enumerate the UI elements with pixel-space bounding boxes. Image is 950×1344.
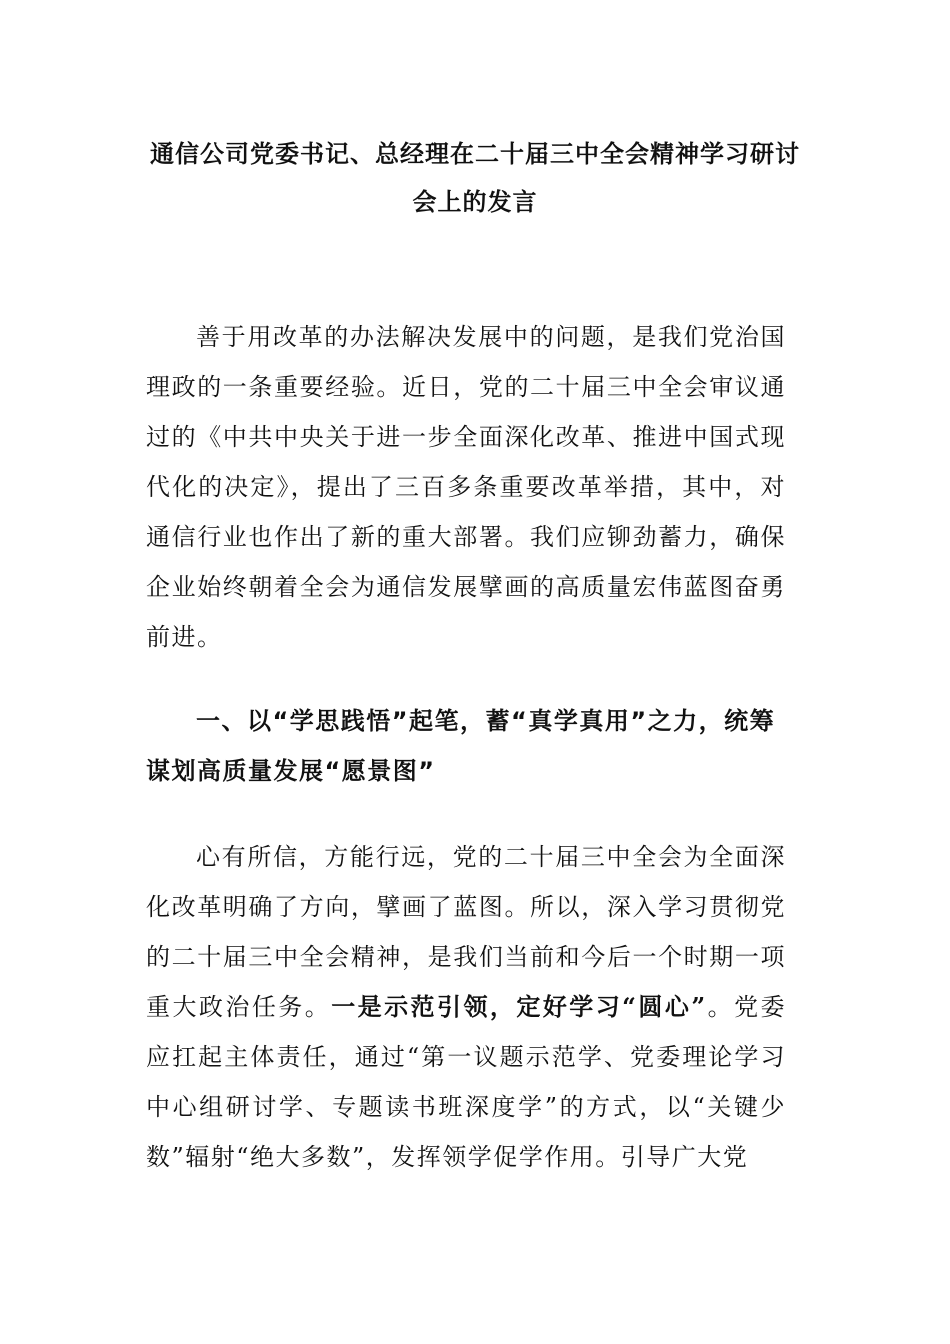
section-1-paragraph-text-b: 。党委应扛起主体责任，通过“第一议题示范学、党委理论学习中心组研讨学、专题读书班深度学”的方式，以“关键少数”辐射“绝大多数”，发挥领学促学作用。引导广大党: [146, 993, 787, 1171]
section-1-heading: 一、以“学思践悟”起笔，蓄“真学真用”之力，统筹谋划高质量发展“愿景图”: [146, 707, 776, 785]
intro-paragraph: 善于用改革的办法解决发展中的问题，是我们党治国理政的一条重要经验。近日，党的二十届三中全会审议通过的《中共中央关于进一步全面深化改革、推进中国式现代化的决定》，提出了三百多条重要改革举措，其中，对通信行业也作出了新的重大部署。我们应铆劲蓄力，确保企业始终朝着全会为通信发展擘画的高质量宏伟蓝图奋勇前进。: [146, 323, 786, 651]
section-1-paragraph-text-a: 心有所信，方能行远，党的二十届三中全会为全面深化改革明确了方向，擘画了蓝图。所以，深入学习贯彻党的二十届三中全会精神，是我们当前和今后一个时期一项重大政治任务。: [146, 843, 786, 1021]
document-title: 通信公司党委书记、总经理在二十届三中全会精神学习研讨会上的发言: [150, 140, 800, 216]
section-1-paragraph-bold-point: 一是示范引领，定好学习“圆心”: [331, 992, 707, 1021]
section-1-paragraph: [146, 832, 786, 1182]
